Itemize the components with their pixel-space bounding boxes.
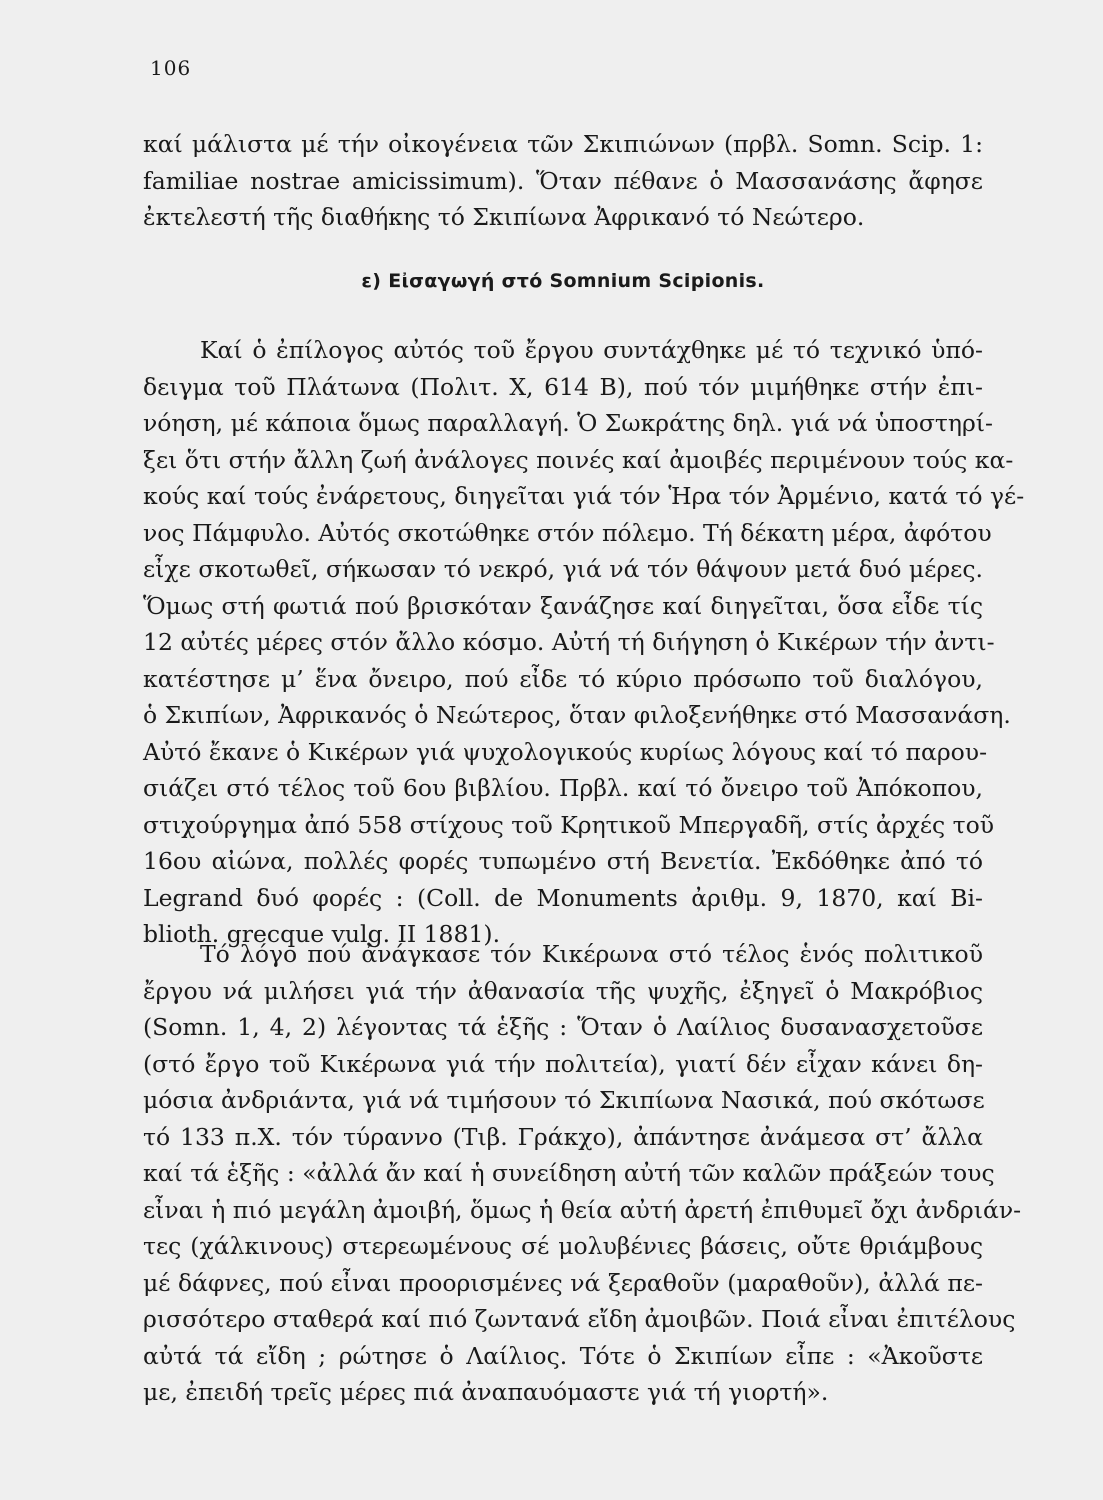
text-line: Αὐτό ἔκανε ὁ Κικέρων γιά ψυχολογικούς κυρίως λόγους καί τό παρου- bbox=[143, 737, 988, 766]
text-line: εἶχε σκοτωθεῖ, σήκωσαν τό νεκρό, γιά νά τόν θάψουν μετά δυό μέρες. bbox=[143, 555, 983, 583]
section-heading: ε) Εἰσαγωγή στό Somnium Scipionis. bbox=[361, 270, 765, 292]
text-line: μέ δάφνες, πού εἶναι προορισμένες νά ξεραθοῦν (μαραθοῦν), ἀλλά πε- bbox=[143, 1268, 983, 1297]
page-number: 106 bbox=[150, 56, 192, 80]
text-line: καί μάλιστα μέ τήν οἰκογένεια τῶν Σκιπιώνων (πρβλ. Somn. Scip. 1: bbox=[143, 130, 983, 158]
text-line: 16ου αἰώνα, πολλές φορές τυπωμένο στή Βενετία. Ἐκδόθηκε ἀπό τό bbox=[143, 847, 983, 875]
text-line: blioth. grecque vulg. II 1881). bbox=[143, 920, 501, 948]
text-line: τες (χάλκινους) στερεωμένους σέ μολυβένιες βάσεις, οὔτε θριάμβους bbox=[143, 1232, 983, 1260]
paragraph-one bbox=[143, 332, 1025, 953]
text-line: εἶναι ἡ πιό μεγάλη ἀμοιβή, ὅμως ἡ θεία αὐτή ἀρετή ἐπιθυμεῖ ὄχι ἀνδριάν- bbox=[143, 1195, 1022, 1224]
text-line: δειγμα τοῦ Πλάτωνα (Πολιτ. Χ, 614 Β), πού τόν μιμήθηκε στήν ἐπι- bbox=[143, 372, 983, 401]
text-line: ἔργου νά μιλήσει γιά τήν ἀθανασία τῆς ψυχῆς, ἐξηγεῖ ὁ Μακρόβιος bbox=[143, 976, 983, 1005]
paragraph-two bbox=[143, 936, 1022, 1411]
text-line: ρισσότερο σταθερά καί πιό ζωντανά εἴδη ἀμοιβῶν. Ποιά εἶναι ἐπιτέλους bbox=[143, 1305, 1016, 1333]
text-line: αὐτά τά εἴδη ; ρώτησε ὁ Λαίλιος. Τότε ὁ Σκιπίων εἶπε : «Ἀκοῦστε bbox=[143, 1341, 983, 1370]
text-line: ὁ Σκιπίων, Ἀφρικανός ὁ Νεώτερος, ὅταν φιλοξενήθηκε στό Μασσανάση. bbox=[143, 701, 1011, 729]
text-line: καί τά ἑξῆς : «ἀλλά ἄν καί ἡ συνείδηση αὐτή τῶν καλῶν πράξεών τους bbox=[143, 1159, 995, 1187]
text-line: Καί ὁ ἐπίλογος αὐτός τοῦ ἔργου συντάχθηκε μέ τό τεχνικό ὑπό- bbox=[200, 336, 983, 364]
text-line: Legrand δυό φορές : (Coll. de Monuments ἀριθμ. 9, 1870, καί Bi- bbox=[143, 883, 983, 912]
text-line: ἐκτελεστή τῆς διαθήκης τό Σκιπίωνα Ἀφρικανό τό Νεώτερο. bbox=[143, 203, 865, 231]
text-line: στιχούργημα ἀπό 558 στίχους τοῦ Κρητικοῦ Μπεργαδῆ, στίς ἀρχές τοῦ bbox=[143, 810, 995, 839]
text-line: σιάζει στό τέλος τοῦ 6ου βιβλίου. Πρβλ. καί τό ὄνειρο τοῦ Ἀπόκοπου, bbox=[143, 774, 983, 802]
text-line: 12 αὐτές μέρες στόν ἄλλο κόσμο. Αὐτή τή διήγηση ὁ Κικέρων τήν ἀντι- bbox=[143, 628, 995, 656]
text-line: τό 133 π.Χ. τόν τύραννο (Τιβ. Γράκχο), ἀπάντησε ἀνάμεσα στ’ ἄλλα bbox=[143, 1122, 983, 1151]
text-line: familiae nostrae amicissimum). Ὅταν πέθανε ὁ Μασσανάσης ἄφησε bbox=[143, 166, 983, 195]
text-line: νος Πάμφυλο. Αὐτός σκοτώθηκε στόν πόλεμο. Τή δέκατη μέρα, ἀφότου bbox=[143, 518, 992, 547]
text-line: (στό ἔργο τοῦ Κικέρωνα γιά τήν πολιτεία), γιατί δέν εἶχαν κάνει δη- bbox=[143, 1049, 983, 1078]
text-line: μόσια ἀνδριάντα, γιά νά τιμήσουν τό Σκιπίωνα Νασικά, πού σκότωσε bbox=[143, 1086, 985, 1114]
text-line: (Somn. 1, 4, 2) λέγοντας τά ἑξῆς : Ὅταν ὁ Λαίλιος δυσανασχετοῦσε bbox=[143, 1013, 983, 1041]
text-line: κατέστησε μ’ ἕνα ὄνειρο, πού εἶδε τό κύριο πρόσωπο τοῦ διαλόγου, bbox=[143, 664, 983, 693]
text-line: με, ἐπειδή τρεῖς μέρες πιά ἀναπαυόμαστε γιά τή γιορτή». bbox=[143, 1378, 829, 1406]
text-line: ξει ὅτι στήν ἄλλη ζωή ἀνάλογες ποινές καί ἀμοιβές περιμένουν τούς κα- bbox=[143, 445, 1014, 474]
text-line: Ὅμως στή φωτιά πού βρισκόταν ξανάζησε καί διηγεῖται, ὅσα εἶδε τίς bbox=[143, 591, 983, 620]
text-line: νόηση, μέ κάποια ὅμως παραλλαγή. Ὁ Σωκράτης δηλ. γιά νά ὑποστηρί- bbox=[143, 409, 993, 437]
text-line: κούς καί τούς ἐνάρετους, διηγεῖται γιά τόν Ἡρα τόν Ἀρμένιο, κατά τό γέ- bbox=[143, 482, 1025, 510]
top-paragraph bbox=[143, 126, 983, 236]
text-line: Τό λόγο πού ἀνάγκασε τόν Κικέρωνα στό τέλος ἑνός πολιτικοῦ bbox=[200, 940, 983, 968]
